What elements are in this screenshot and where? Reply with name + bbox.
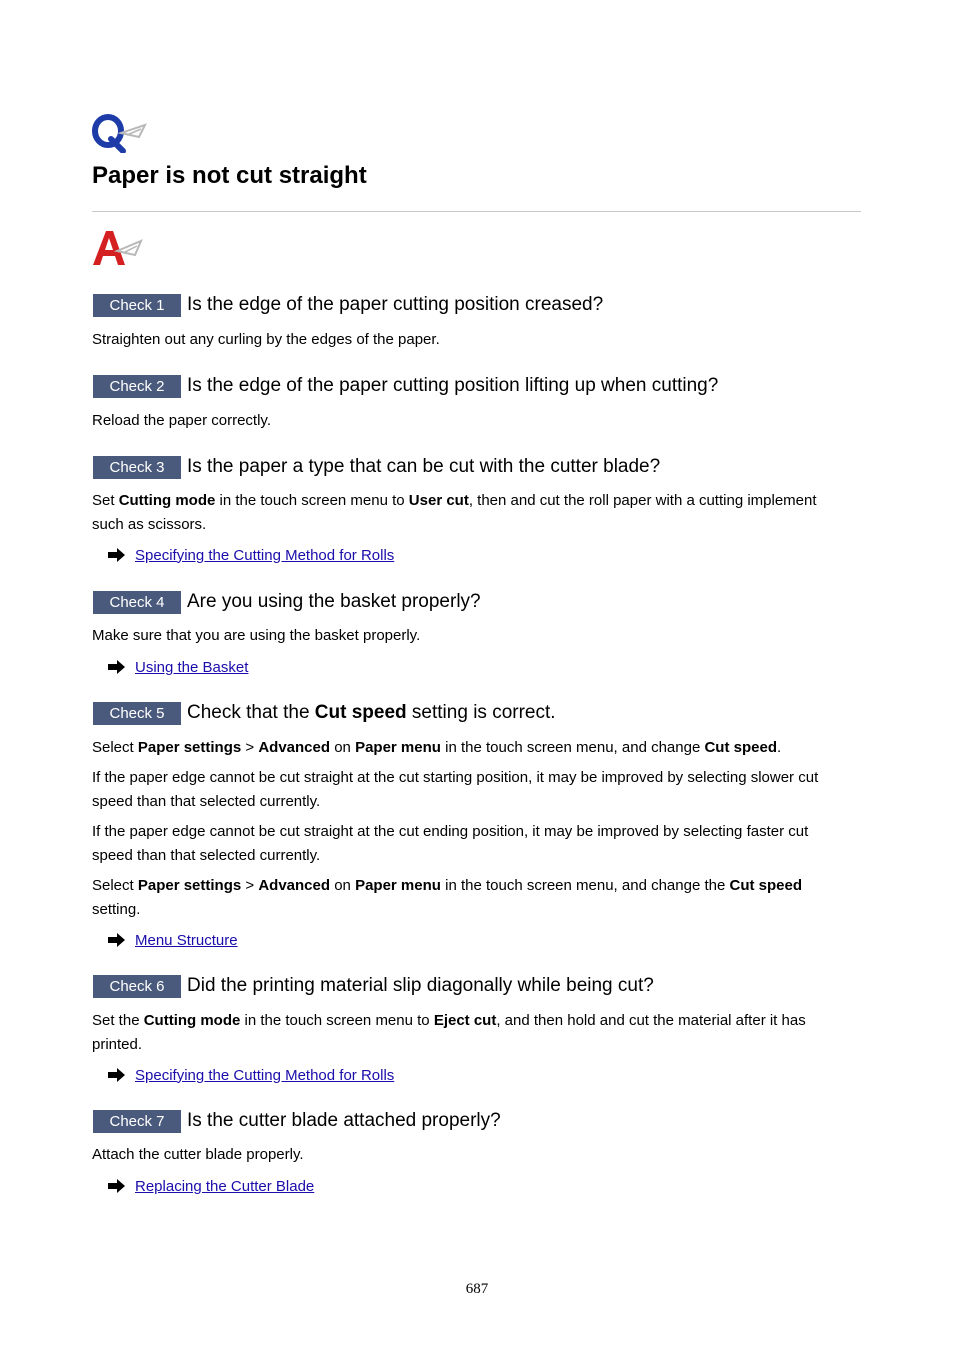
check-question: Is the paper a type that can be cut with the cutter blade? [187,456,661,477]
check-heading [93,974,654,998]
answer-text: Select Paper settings > Advanced on Paper menu in the touch screen menu, and change the Cut speed setting. [92,877,802,918]
link-cutting-method[interactable]: Specifying the Cutting Method for Rolls [135,1066,395,1084]
arrow-right-icon [108,1179,125,1193]
related-link-row [108,656,248,678]
check-question: Did the printing material slip diagonally while being cut? [187,975,654,996]
answer-text: Straighten out any curling by the edges of the paper. [92,331,440,348]
answer-text: Make sure that you are using the basket properly. [92,627,421,644]
arrow-right-icon [108,548,125,562]
check-heading [93,701,556,725]
arrow-right-icon [108,1068,125,1082]
check-badge: Check 4 [93,591,181,614]
check-question: Are you using the basket properly? [187,591,481,612]
related-link-row [108,1064,394,1086]
check-badge: Check 5 [93,702,181,725]
answer-text: Set Cutting mode in the touch screen menu to User cut, then and cut the roll paper with a cutting implement such as scissors. [92,492,817,533]
check-badge: Check 3 [93,456,181,479]
check-badge: Check 7 [93,1110,181,1133]
link-replacing-cutter-blade[interactable]: Replacing the Cutter Blade [135,1177,315,1195]
answer-text: Attach the cutter blade properly. [92,1146,304,1163]
page-title: Paper is not cut straight [92,162,367,189]
answer-text: Reload the paper correctly. [92,412,271,429]
answer-text: Select Paper settings > Advanced on Paper menu in the touch screen menu, and change Cut speed. [92,739,782,756]
related-link-row [108,1175,314,1197]
check-question: Check that the Cut speed setting is correct. [187,702,556,723]
link-cutting-method[interactable]: Specifying the Cutting Method for Rolls [135,546,395,564]
arrow-right-icon [108,933,125,947]
answer-text: Set the Cutting mode in the touch screen menu to Eject cut, and then hold and cut the material after it has printed. [92,1012,806,1053]
check-heading [93,374,718,398]
check-heading [93,1109,501,1133]
arrow-right-icon [108,660,125,674]
answer-text: If the paper edge cannot be cut straight at the cut ending position, it may be improved by selecting faster cut speed than that selected currently. [92,823,809,864]
answer-text: If the paper edge cannot be cut straight at the cut starting position, it may be improved by selecting slower cut speed than that selected currently. [92,769,819,810]
check-question: Is the edge of the paper cutting position creased? [187,294,604,315]
check-heading [93,590,481,614]
related-link-row [108,544,394,566]
related-link-row [108,929,238,951]
answer-icon [91,229,143,267]
check-question: Is the edge of the paper cutting position lifting up when cutting? [187,375,719,396]
link-using-basket[interactable]: Using the Basket [135,658,249,676]
link-menu-structure[interactable]: Menu Structure [135,931,238,949]
title-divider [92,211,861,212]
check-question: Is the cutter blade attached properly? [187,1110,501,1131]
check-badge: Check 6 [93,975,181,998]
check-heading [93,455,660,479]
question-icon [91,113,149,153]
page-number: 687 [465,1281,489,1297]
check-badge: Check 2 [93,375,181,398]
check-badge: Check 1 [93,294,181,317]
check-heading [93,293,603,317]
